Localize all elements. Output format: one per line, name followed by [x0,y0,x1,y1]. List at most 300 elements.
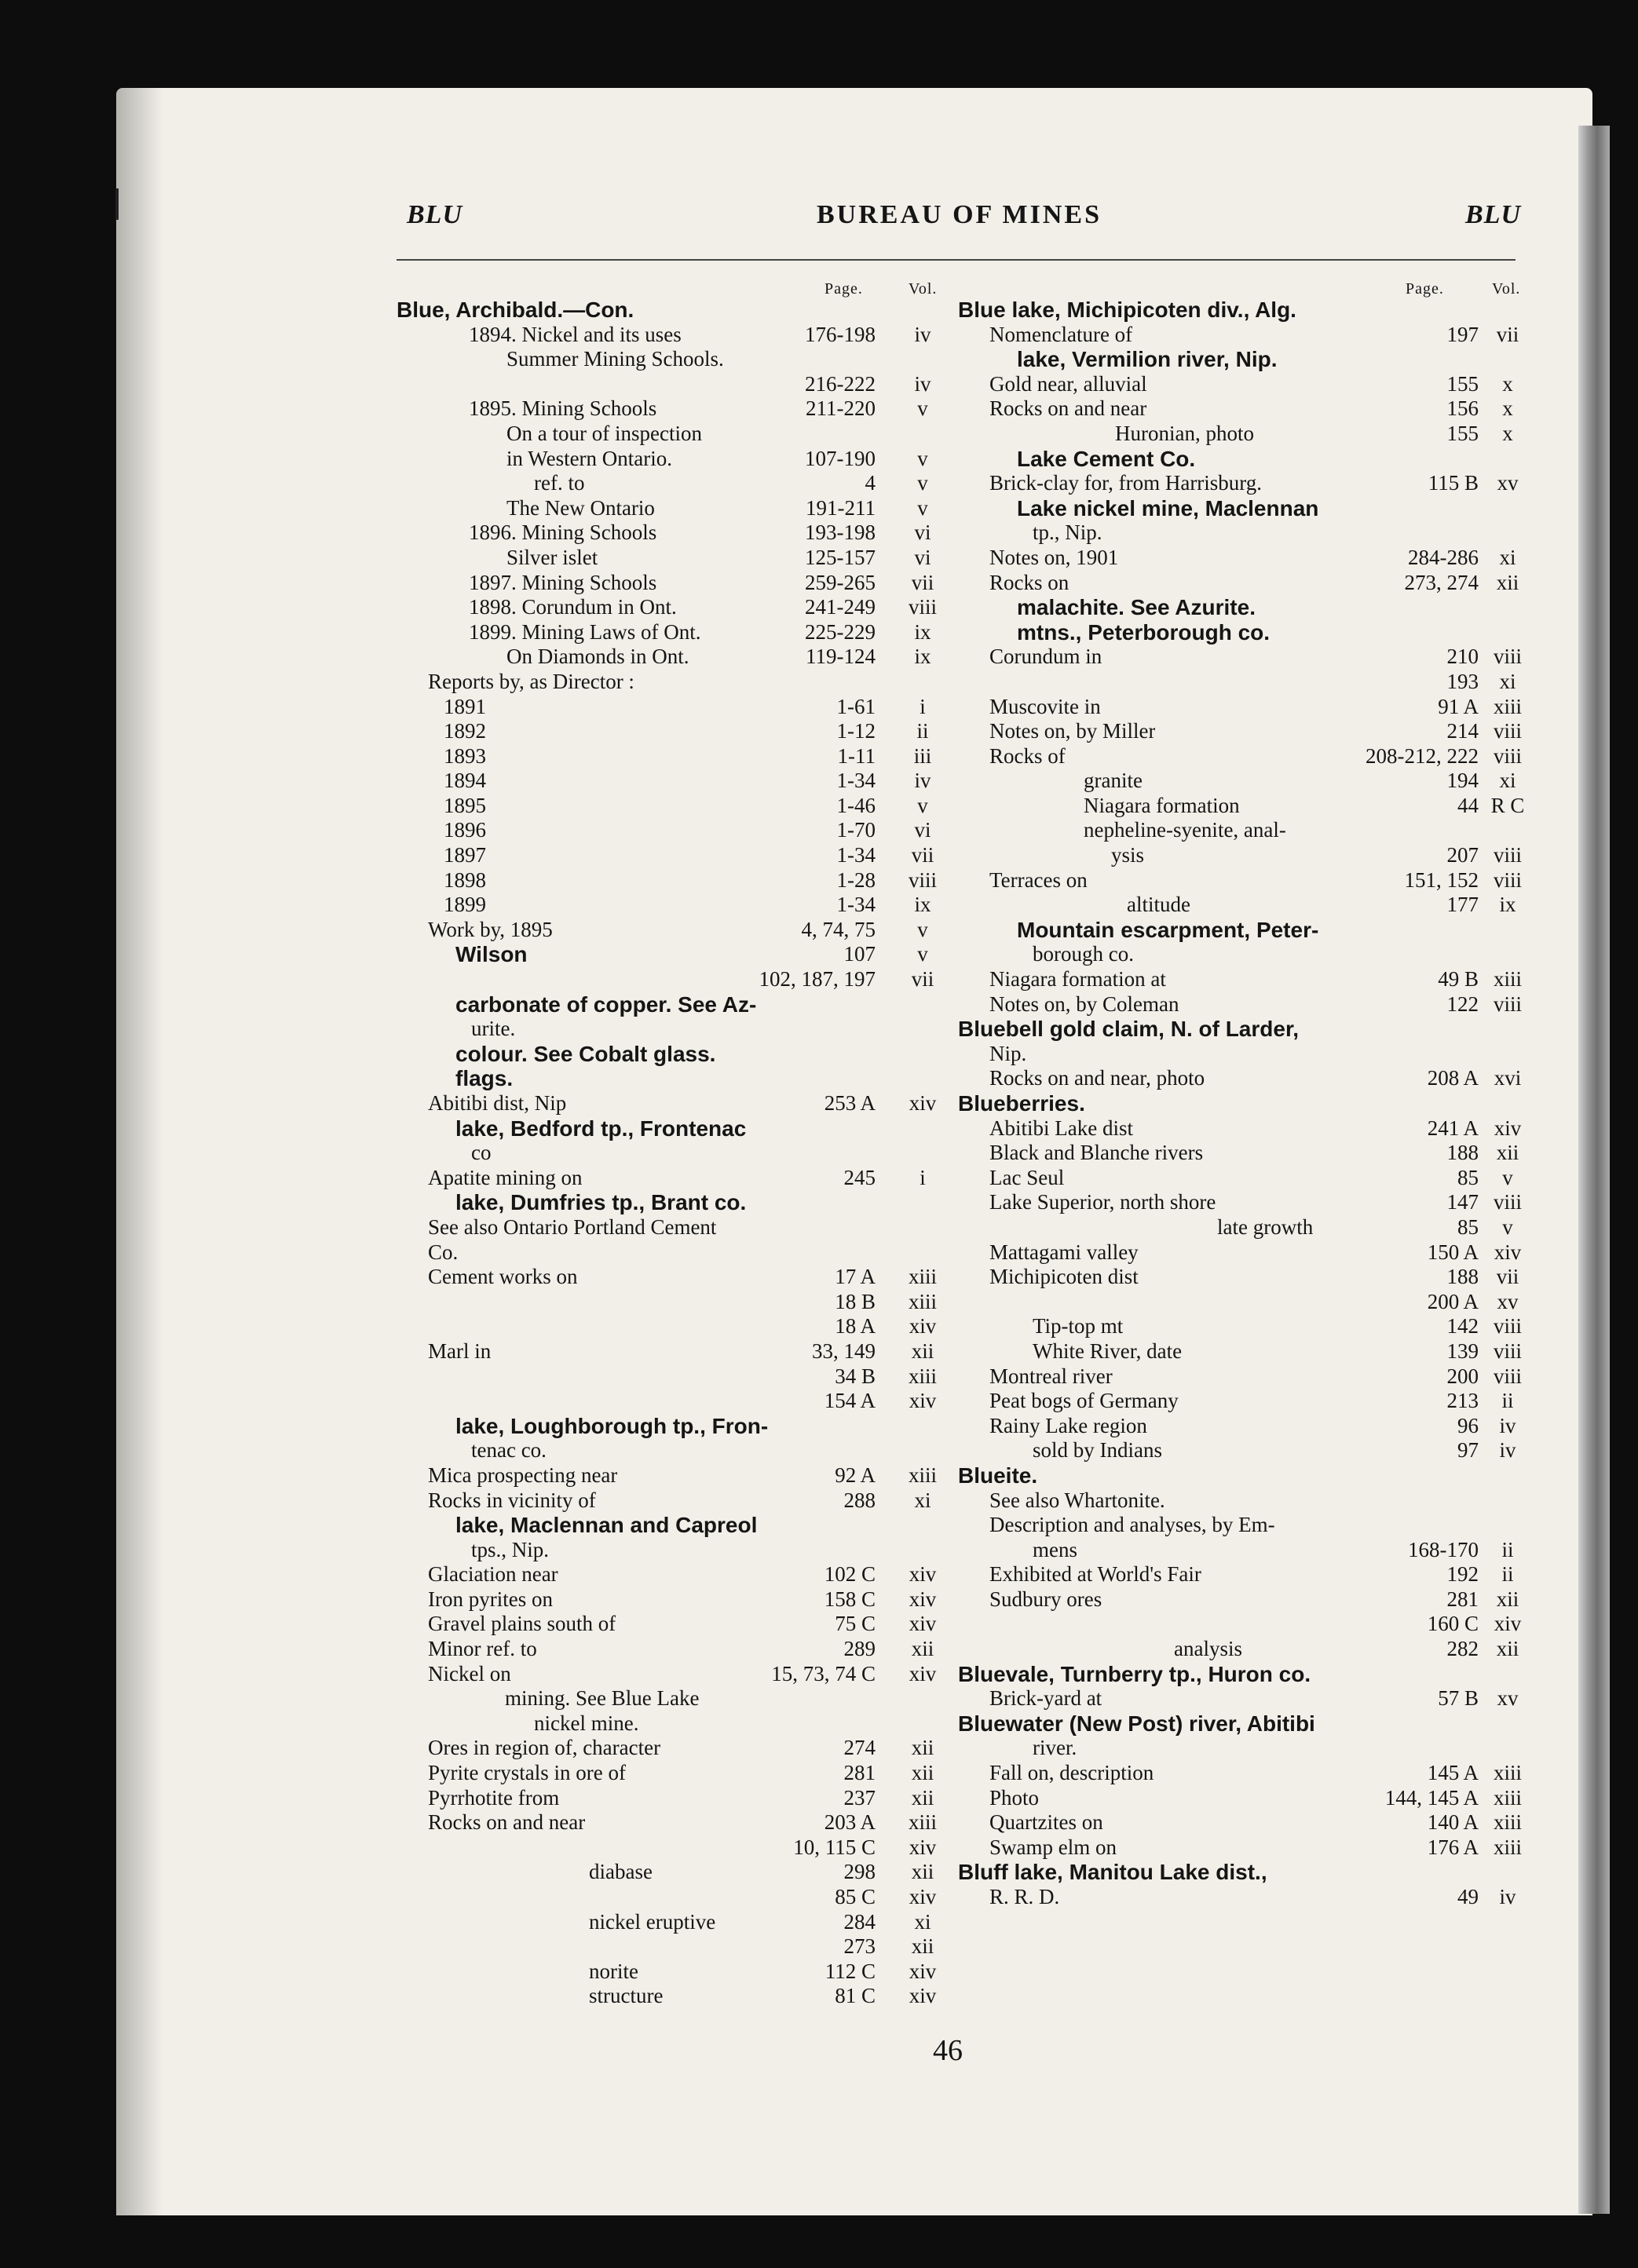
entry-text: river. [1033,1736,1077,1760]
entry-text: On Diamonds in Ont. [506,645,689,669]
index-entry [397,595,946,620]
page-ref: 34 B [835,1364,876,1388]
entry-text: Pyrrhotite from [428,1785,560,1810]
entry-text: Work by, 1895 [428,917,553,941]
volume-ref: viii [1493,743,1522,768]
index-entry [397,1414,946,1439]
page-ref: 1-34 [836,893,876,917]
volume-ref: ix [1499,893,1516,917]
index-entry [397,645,946,670]
volume-ref: vii [911,967,934,992]
entry-heading: Bluevale, Turnberry tp., Huron co. [958,1661,1311,1686]
index-entry [958,1538,1527,1563]
volume-ref: v [1502,1214,1513,1239]
volume-ref: xiv [909,1835,937,1859]
index-entry [397,1190,946,1215]
page-ref: 150 A [1427,1240,1479,1264]
entry-heading: Wilson [455,942,528,967]
page-edge [1578,126,1610,2214]
entry-text: Swamp elm on [989,1835,1117,1859]
index-entry [397,893,946,918]
entry-text: Notes on, by Coleman [989,992,1179,1016]
index-entry [958,447,1527,472]
index-entry [958,1389,1527,1414]
entry-text: altitude [1127,893,1190,917]
vol-col-header: Vol. [909,280,938,298]
entry-heading: Blueite. [958,1463,1038,1488]
page-ref: 158 C [824,1587,876,1611]
entry-heading: Mountain escarpment, Peter- [1017,917,1319,942]
index-entry [397,818,946,843]
index-entry [397,1587,946,1612]
vol-col-header: Vol. [1492,280,1521,298]
page-ref: 145 A [1427,1761,1479,1785]
index-entry [397,1488,946,1514]
index-entry [958,1290,1527,1315]
entry-text: norite [589,1959,638,1983]
index-entry [958,1736,1527,1761]
page-ref: 85 C [835,1885,876,1908]
entry-text: Summer Mining Schools. [506,347,724,371]
page-ref: 188 [1446,1265,1479,1289]
volume-ref: vi [914,818,931,842]
entry-text: Montreal river [989,1364,1113,1388]
page-ref: 96 [1457,1413,1479,1437]
index-entry [958,893,1527,918]
entry-text: tps., Nip. [471,1537,550,1561]
index-entry [397,1984,946,2009]
volume-ref: ii [916,719,929,743]
index-entry [958,1513,1527,1538]
index-entry [958,347,1527,372]
entry-text: 1892 [444,719,486,743]
index-entry [958,1215,1527,1240]
volume-ref: xi [1499,769,1516,793]
volume-ref: xv [1497,471,1519,495]
index-entry [397,1166,946,1191]
index-entry [397,794,946,819]
volume-ref: viii [1493,867,1522,892]
volume-ref: xv [1497,1289,1519,1313]
entry-text: Abitibi dist, Nip [428,1091,567,1115]
page-ref: 176 A [1427,1835,1479,1859]
volume-ref: ix [914,893,931,917]
index-entry [958,323,1527,348]
index-entry [397,1364,946,1390]
index-entry [397,1017,946,1042]
volume-ref: v [1502,1165,1513,1189]
entry-text: Tip-top mt [1033,1314,1124,1339]
index-entry [958,1612,1527,1637]
index-entry [397,1240,946,1265]
entry-text: Nickel on [428,1661,511,1685]
page-ref: 259-265 [805,570,876,594]
entry-text: sold by Indians [1033,1438,1162,1463]
page-ref: 289 [843,1637,876,1661]
volume-ref: xiii [1493,967,1522,992]
index-entry [397,1463,946,1488]
entry-heading: mtns., Peterborough co. [1017,619,1271,645]
index-entry [397,967,946,992]
index-entry [958,1786,1527,1811]
index-entry [958,1562,1527,1587]
index-entry [958,818,1527,843]
entry-heading: Bluewater (New Post) river, Abitibi [958,1711,1315,1736]
volume-ref: vii [1496,1265,1519,1289]
entry-text: Brick-yard at [989,1686,1102,1711]
page-ref: 18 A [835,1314,876,1339]
volume-ref: viii [1493,843,1522,867]
entry-text: 1894. Nickel and its uses [469,322,682,346]
entry-text: Silver islet [506,545,598,569]
page-ref: 102, 187, 197 [759,967,876,992]
entry-text: analysis [1174,1637,1242,1661]
entry-text: Nip. [989,1041,1027,1065]
entry-text: 1893 [444,743,486,768]
volume-ref: xiii [908,1364,937,1388]
page-ref: 125-157 [805,545,876,569]
index-entry [397,298,946,323]
volume-ref: xiv [909,1314,937,1339]
entry-text: tenac co. [471,1438,547,1463]
page-ref: 200 A [1427,1289,1479,1313]
page-ref: 85 [1457,1165,1479,1189]
page-ref: 102 C [824,1562,876,1587]
entry-text: Gravel plains south of [428,1612,616,1636]
page-ref: 155 [1446,371,1479,396]
page-ref: 288 [843,1488,876,1512]
index-entry [958,967,1527,992]
entry-heading: Bluff lake, Manitou Lake dist., [958,1860,1267,1885]
index-entry [958,546,1527,571]
entry-text: See also Ontario Portland Cement [428,1214,717,1239]
index-entry [958,843,1527,868]
entry-text: The New Ontario [506,495,655,520]
volume-ref: v [917,793,928,817]
volume-ref: iv [914,769,931,793]
page-ref: 107-190 [805,446,876,470]
entry-text: R. R. D. [989,1885,1060,1908]
index-entry [397,1314,946,1339]
volume-ref: x [1502,371,1513,396]
index-entry [958,1438,1527,1463]
entry-text: White River, date [1033,1339,1183,1363]
index-entry [958,1240,1527,1265]
index-entry [958,1364,1527,1390]
volume-ref: vi [914,520,931,545]
volume-ref: xi [1499,669,1516,693]
index-entry [958,794,1527,819]
index-entry [397,520,946,546]
index-entry [958,868,1527,893]
volume-ref: vii [911,843,934,867]
index-entry [958,595,1527,620]
volume-ref: v [917,396,928,421]
entry-text: Rocks of [989,743,1066,768]
volume-ref: viii [1493,1314,1522,1339]
page-ref: 177 [1446,893,1479,917]
page-ref: 155 [1446,421,1479,445]
index-entry [397,1810,946,1835]
entry-text: diabase [589,1860,653,1884]
index-entry [958,1488,1527,1514]
entry-text: Rocks on and near, photo [989,1066,1205,1090]
entry-text: Rocks on [989,570,1069,594]
page-ref: 214 [1446,719,1479,743]
index-entry [397,1538,946,1563]
index-entry [397,1910,946,1935]
index-entry [397,1066,946,1091]
page-ref: 119-124 [806,645,876,669]
entry-text: co [471,1141,492,1165]
page-ref: 200 [1446,1364,1479,1388]
entry-text: Fall on, description [989,1761,1154,1785]
volume-ref: xii [911,1761,934,1785]
volume-ref: vi [914,545,931,569]
index-entry [958,396,1527,422]
volume-ref: xiii [1493,694,1522,718]
entry-text: Nomenclature of [989,322,1133,346]
index-column-right [958,280,1527,1908]
page-ref: 245 [843,1165,876,1189]
entry-text: Gold near, alluvial [989,371,1147,396]
entry-heading: carbonate of copper. See Az- [455,992,757,1017]
index-entry [958,1141,1527,1166]
page-ref: 122 [1446,992,1479,1016]
entry-text: nickel eruptive [589,1909,716,1934]
page-ref: 207 [1446,843,1479,867]
page-ref: 197 [1446,322,1479,346]
page-ref: 139 [1446,1339,1479,1363]
page-ref: 140 A [1427,1810,1479,1835]
page-ref: 241-249 [805,595,876,619]
index-entry [397,546,946,571]
entry-text: Michipicoten dist [989,1265,1139,1289]
index-entry [958,1314,1527,1339]
page-ref: 154 A [824,1389,876,1413]
index-entry [397,1091,946,1116]
entry-text: Reports by, as Director : [428,669,634,693]
entry-text: Black and Blanche rivers [989,1141,1204,1165]
index-entry [397,1265,946,1290]
volume-ref: xii [911,1934,934,1959]
entry-heading: lake, Vermilion river, Nip. [1017,347,1278,372]
index-entry [397,372,946,397]
entry-text: 1897 [444,843,486,867]
index-entry [958,620,1527,645]
entry-text: granite [1084,769,1143,793]
volume-ref: xii [911,1736,934,1760]
volume-ref: xiv [909,1587,937,1611]
page-ref: 4, 74, 75 [801,917,876,941]
volume-ref: xiv [909,1984,937,2008]
page-ref: 188 [1446,1141,1479,1165]
index-entry [397,1860,946,1885]
volume-ref: iv [1499,1438,1516,1463]
entry-text: Peat bogs of Germany [989,1389,1179,1413]
entry-text: Ores in region of, character [428,1736,661,1760]
page-ref: 216-222 [805,371,876,396]
entry-text: 1896 [444,818,486,842]
index-entry [958,1810,1527,1835]
page-ref: 91 A [1438,694,1479,718]
page-ref: 213 [1446,1389,1479,1413]
page-ref: 281 [843,1761,876,1785]
entry-heading: lake, Dumfries tp., Brant co. [455,1190,747,1215]
volume-ref: vii [911,570,934,594]
volume-ref: ix [914,619,931,644]
index-entry [958,298,1527,323]
volume-ref: xiii [1493,1810,1522,1835]
entry-text: tp., Nip. [1033,520,1102,545]
page-ref: 85 [1457,1214,1479,1239]
entry-heading: malachite. See Azurite. [1017,595,1256,620]
index-entry [397,1761,946,1786]
entry-heading: Bluebell gold claim, N. of Larder, [958,1017,1300,1042]
index-entry [958,372,1527,397]
volume-ref: iv [914,322,931,346]
volume-ref: xiv [1494,1116,1522,1140]
entry-heading: lake, Loughborough tp., Fron- [455,1413,769,1438]
volume-ref: xii [911,1339,934,1363]
volume-ref: xiv [909,1389,937,1413]
index-entry [397,496,946,521]
volume-ref: xiii [908,1265,937,1289]
volume-ref: xiii [908,1463,937,1487]
page-ref: 192 [1446,1562,1479,1587]
volume-ref: iv [1499,1413,1516,1437]
entry-text: structure [589,1984,664,2008]
entry-text: Mattagami valley [989,1240,1139,1264]
page-ref: 253 A [824,1091,876,1115]
page-ref: 208-212, 222 [1366,743,1479,768]
page-ref: 44 [1457,793,1479,817]
page-ref: 193-198 [805,520,876,545]
volume-ref: v [917,446,928,470]
index-entry [958,769,1527,794]
entry-text: Rocks on and near [428,1810,586,1835]
entry-text: 1891 [444,694,486,718]
entry-text: in Western Ontario. [506,446,673,470]
page-ref: 176-198 [805,322,876,346]
volume-ref: xii [911,1860,934,1884]
index-entry [397,843,946,868]
page-ref: 4 [865,471,876,495]
page-ref: 273 [843,1934,876,1959]
page-ref: 211-220 [806,396,876,421]
page-ref: 241 A [1427,1116,1479,1140]
entry-text: Glaciation near [428,1562,558,1587]
volume-ref: viii [1493,1364,1522,1388]
entry-text: Photo [989,1785,1040,1810]
volume-ref: v [917,495,928,520]
volume-ref: iv [914,371,931,396]
index-entry [397,918,946,943]
entry-text: Exhibited at World's Fair [989,1562,1201,1587]
volume-ref: xiii [1493,1835,1522,1859]
index-entry [958,719,1527,744]
volume-ref: xiv [1494,1612,1522,1636]
index-entry [397,1711,946,1737]
entry-text: 1898. Corundum in Ont. [469,595,677,619]
index-entry [958,1860,1527,1885]
entry-text: 1896. Mining Schools [469,520,657,545]
index-entry [397,347,946,372]
page-ref: 208 A [1427,1066,1479,1090]
entry-text: Lake Superior, north shore [989,1190,1216,1214]
page-ref: 1-46 [836,793,876,817]
index-entry [958,1116,1527,1141]
index-entry [397,447,946,472]
entry-text: Co. [428,1240,459,1264]
index-entry [397,1662,946,1687]
index-entry [958,1662,1527,1687]
entry-text: Terraces on [989,867,1088,892]
volume-ref: xi [1499,545,1516,569]
index-entry [958,645,1527,670]
entry-text: urite. [471,1017,516,1041]
page-ref: 1-11 [837,743,876,768]
page-ref: 160 C [1427,1612,1479,1636]
index-entry [958,1686,1527,1711]
index-entry [958,1066,1527,1091]
running-head-left: BLU [407,200,463,229]
entry-text: Niagara formation at [989,967,1166,992]
entry-heading: colour. See Cobalt glass. [455,1041,716,1066]
entry-text: 1897. Mining Schools [469,570,657,594]
entry-text: Rainy Lake region [989,1413,1147,1437]
volume-ref: xiv [909,1612,937,1636]
index-entry [397,942,946,967]
entry-text: Pyrite crystals in ore of [428,1761,626,1785]
page-ref: 1-61 [836,694,876,718]
index-entry [958,744,1527,769]
entry-heading: Lake nickel mine, Maclennan [1017,495,1319,520]
index-entry [397,695,946,720]
entry-text: Brick-clay for, from Harrisburg. [989,471,1263,495]
index-entry [397,719,946,744]
index-entry [958,1042,1527,1067]
index-entry [958,942,1527,967]
volume-ref: i [920,1165,926,1189]
entry-text: ref. to [534,471,585,495]
page-ref: 281 [1446,1587,1479,1611]
volume-ref: xii [1496,570,1519,594]
volume-ref: R C [1490,793,1525,817]
volume-ref: xvi [1494,1066,1522,1090]
page-ref: 33, 149 [812,1339,876,1363]
volume-ref: i [920,694,926,718]
volume-ref: xiv [909,1562,937,1587]
page-ref: 92 A [835,1463,876,1487]
volume-ref: xiv [1494,1240,1522,1264]
page-ref: 1-34 [836,843,876,867]
entry-text: nickel mine. [534,1711,639,1735]
page-ref: 1-28 [836,867,876,892]
index-entry [958,1339,1527,1364]
index-entry [397,868,946,893]
index-entry [397,1959,946,1985]
page-ref: 15, 73, 74 C [771,1661,876,1685]
page-ref: 210 [1446,645,1479,669]
page-ref: 81 C [835,1984,876,2008]
entry-text: Description and analyses, by Em- [989,1513,1275,1537]
volume-ref: xiii [908,1810,937,1835]
volume-ref: ii [1501,1562,1514,1587]
page-col-header: Page. [1406,280,1444,298]
volume-ref: xiv [909,1661,937,1685]
volume-ref: xiii [908,1289,937,1313]
